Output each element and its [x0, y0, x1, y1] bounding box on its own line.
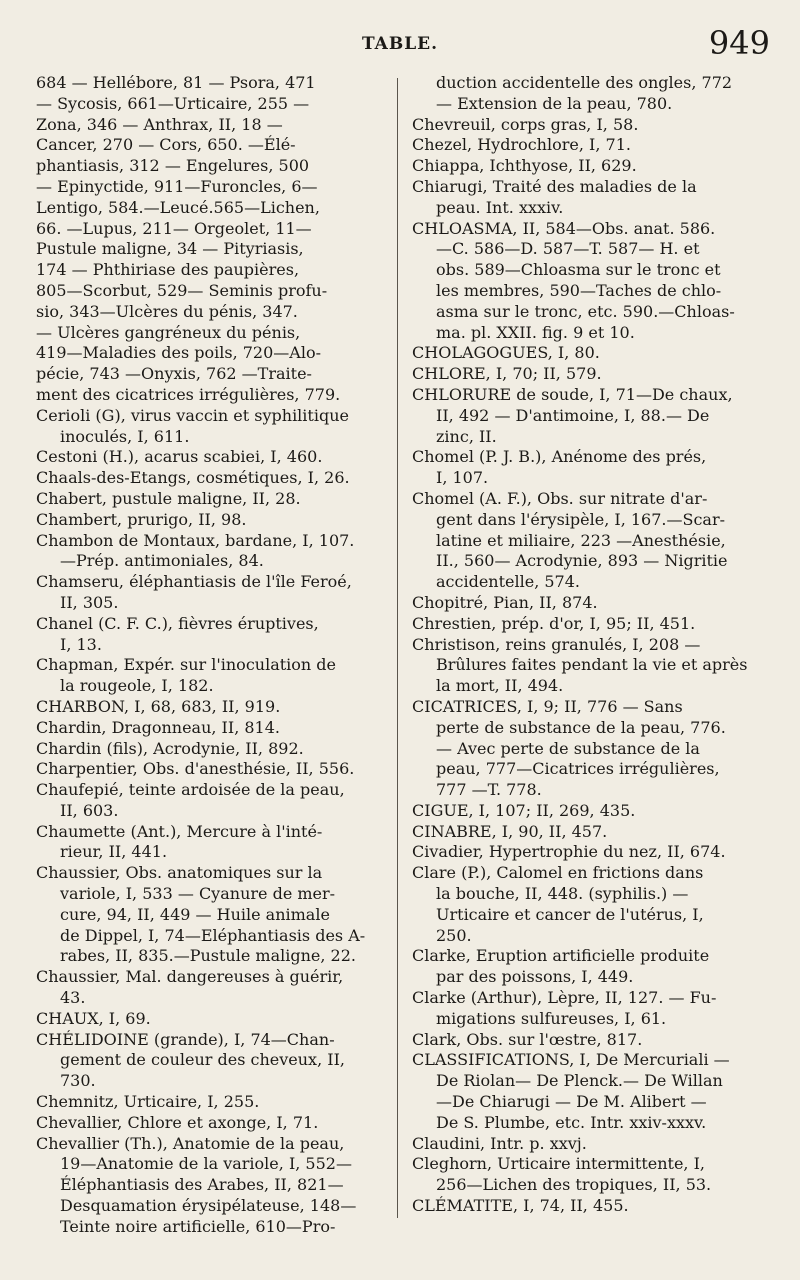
index-line: cure, 94, II, 449 — Huile animale — [60, 904, 330, 924]
index-line: — Extension de la peau, 780. — [436, 93, 673, 113]
index-line: Chaumette (Ant.), Mercure à l'inté- — [36, 821, 323, 841]
index-line: Chomel (P. J. B.), Anénome des prés, — [412, 447, 707, 467]
index-line: CHLORE, I, 70; II, 579. — [412, 364, 602, 384]
index-line: CHÉLIDOINE (grande), I, 74—Chan- — [36, 1029, 335, 1049]
index-line: Cancer, 270 — Cors, 650. —Élé- — [36, 135, 296, 155]
index-line: —C. 586—D. 587—T. 587— H. et — [436, 239, 700, 259]
index-line: Charpentier, Obs. d'anesthésie, II, 556. — [36, 759, 355, 779]
index-line: Pustule maligne, 34 — Pityriasis, — [36, 239, 304, 259]
index-line: 730. — [60, 1071, 96, 1091]
index-line: Clarke (Arthur), Lèpre, II, 127. — Fu- — [412, 988, 717, 1008]
index-line: Chanel (C. F. C.), fièvres éruptives, — [36, 613, 319, 633]
index-line: 250. — [436, 925, 472, 945]
index-line: Chardin (fils), Acrodynie, II, 892. — [36, 738, 304, 758]
index-line: De Riolan— De Plenck.— De Willan — [436, 1071, 723, 1091]
index-line: 256—Lichen des tropiques, II, 53. — [436, 1175, 712, 1195]
index-line: obs. 589—Chloasma sur le tronc et — [436, 260, 721, 280]
index-line: peau, 777—Cicatrices irrégulières, — [436, 759, 720, 779]
index-line: Cestoni (H.), acarus scabiei, I, 460. — [36, 447, 323, 467]
index-line: CIGUE, I, 107; II, 269, 435. — [412, 800, 636, 820]
index-line: Chardin, Dragonneau, II, 814. — [36, 717, 280, 737]
index-line: Cerioli (G), virus vaccin et syphilitique — [36, 405, 349, 425]
index-line: Urticaire et cancer de l'utérus, I, — [436, 904, 704, 924]
index-line: gent dans l'érysipèle, I, 167.—Scar- — [436, 509, 726, 529]
index-line: Chambert, prurigo, II, 98. — [36, 509, 247, 529]
index-line: II, 603. — [60, 800, 119, 820]
index-line: — Avec perte de substance de la — [436, 738, 700, 758]
index-line: par des poissons, I, 449. — [436, 967, 634, 987]
index-line: Chiarugi, Traité des maladies de la — [412, 176, 697, 196]
index-line: Chaufepié, teinte ardoisée de la peau, — [36, 780, 345, 800]
column-divider — [397, 78, 398, 1218]
index-line: Chabert, pustule maligne, II, 28. — [36, 488, 301, 508]
index-line: Clark, Obs. sur l'œstre, 817. — [412, 1029, 643, 1049]
page-header — [30, 22, 770, 74]
index-line: Chezel, Hydrochlore, I, 71. — [412, 135, 631, 155]
index-line: CICATRICES, I, 9; II, 776 — Sans — [412, 696, 683, 716]
index-line: rieur, II, 441. — [60, 842, 168, 862]
index-line: CHLORURE de soude, I, 71—De chaux, — [412, 384, 733, 404]
index-line: perte de substance de la peau, 776. — [436, 717, 726, 737]
index-line: Chevreuil, corps gras, I, 58. — [412, 114, 639, 134]
index-line: variole, I, 533 — Cyanure de mer- — [60, 884, 336, 904]
index-line: Brûlures faites pendant la vie et après — [436, 655, 748, 675]
index-line: sio, 343—Ulcères du pénis, 347. — [36, 301, 298, 321]
index-line: ma. pl. XXII. fig. 9 et 10. — [436, 322, 635, 342]
index-line: Desquamation érysipélateuse, 148— — [60, 1196, 357, 1216]
index-line: accidentelle, 574. — [436, 572, 580, 592]
index-line: Teinte noire artificielle, 610—Pro- — [60, 1216, 336, 1236]
index-line: Éléphantiasis des Arabes, II, 821— — [60, 1175, 344, 1195]
index-line: De S. Plumbe, etc. Intr. xxiv-xxxv. — [436, 1112, 707, 1132]
index-line: 66. —Lupus, 211— Orgeolet, 11— — [36, 218, 312, 238]
index-line: migations sulfureuses, I, 61. — [436, 1008, 667, 1028]
index-line: Chopitré, Pian, II, 874. — [412, 592, 598, 612]
index-line: CLASSIFICATIONS, I, De Mercuriali — — [412, 1050, 730, 1070]
index-line: —De Chiarugi — De M. Alibert — — [436, 1092, 707, 1112]
index-line: CHAUX, I, 69. — [36, 1008, 151, 1028]
index-line: Chomel (A. F.), Obs. sur nitrate d'ar- — [412, 488, 708, 508]
index-line: la mort, II, 494. — [436, 676, 564, 696]
index-line: CHARBON, I, 68, 683, II, 919. — [36, 696, 281, 716]
index-line: Chapman, Expér. sur l'inoculation de — [36, 655, 337, 675]
index-line: les membres, 590—Taches de chlo- — [436, 280, 722, 300]
index-line: Chamseru, éléphantiasis de l'île Feroé, — [36, 572, 352, 592]
index-line: Cleghorn, Urticaire intermittente, I, — [412, 1154, 705, 1174]
index-line: latine et miliaire, 223 —Anesthésie, — [436, 530, 726, 550]
index-line: 43. — [60, 988, 86, 1008]
index-line: Chaals-des-Etangs, cosmétiques, I, 26. — [36, 468, 350, 488]
index-line: ment des cicatrices irrégulières, 779. — [36, 384, 341, 404]
index-line: de Dippel, I, 74—Eléphantiasis des A- — [60, 925, 366, 945]
index-line: Civadier, Hypertrophie du nez, II, 674. — [412, 842, 726, 862]
index-line: pécie, 743 —Onyxis, 762 —Traite- — [36, 364, 312, 384]
index-line: Chevallier, Chlore et axonge, I, 71. — [36, 1112, 319, 1132]
index-line: Clarke, Eruption artificielle produite — [412, 946, 710, 966]
index-line: 19—Anatomie de la variole, I, 552— — [60, 1154, 352, 1174]
index-line: II, 492 — D'antimoine, I, 88.— De — [436, 405, 710, 425]
right-column — [412, 73, 772, 1217]
index-line: 777 —T. 778. — [436, 780, 542, 800]
index-line: Chrestien, prép. d'or, I, 95; II, 451. — [412, 613, 696, 633]
index-line: zinc, II. — [436, 426, 497, 446]
index-line: I, 13. — [60, 634, 102, 654]
page-number: 949 — [708, 24, 770, 62]
index-line: CLÉMATITE, I, 74, II, 455. — [412, 1196, 629, 1216]
index-line: II, 305. — [60, 592, 119, 612]
index-line: duction accidentelle des ongles, 772 — [436, 73, 733, 92]
left-column — [36, 73, 396, 1238]
index-line: inoculés, I, 611. — [60, 426, 190, 446]
index-line: la bouche, II, 448. (syphilis.) — — [436, 884, 689, 904]
index-line: 174 — Phthiriase des paupières, — [36, 260, 300, 280]
index-line: CHLOASMA, II, 584—Obs. anat. 586. — [412, 218, 716, 238]
index-line: CINABRE, I, 90, II, 457. — [412, 821, 608, 841]
index-line: — Epinyctide, 911—Furoncles, 6— — [36, 176, 318, 196]
index-line: CHOLAGOGUES, I, 80. — [412, 343, 600, 363]
index-line: 684 — Hellébore, 81 — Psora, 471 — [36, 73, 316, 92]
index-line: Zona, 346 — Anthrax, II, 18 — — [36, 114, 283, 134]
index-line: — Ulcères gangréneux du pénis, — [36, 322, 301, 342]
index-line: Clare (P.), Calomel en frictions dans — [412, 863, 704, 883]
index-line: 419—Maladies des poils, 720—Alo- — [36, 343, 321, 363]
index-line: —Prép. antimoniales, 84. — [60, 551, 264, 571]
index-line: Chaussier, Mal. dangereuses à guérir, — [36, 967, 344, 987]
index-line: Chambon de Montaux, bardane, I, 107. — [36, 530, 355, 550]
index-line: — Sycosis, 661—Urticaire, 255 — — [36, 93, 310, 113]
index-line: Chiappa, Ichthyose, II, 629. — [412, 156, 637, 176]
index-line: I, 107. — [436, 468, 489, 488]
running-title: TABLE. — [361, 34, 439, 54]
index-line: II., 560— Acrodynie, 893 — Nigritie — [436, 551, 728, 571]
index-line: Christison, reins granulés, I, 208 — — [412, 634, 701, 654]
index-line: Claudini, Intr. p. xxvj. — [412, 1133, 587, 1153]
index-line: gement de couleur des cheveux, II, — [60, 1050, 345, 1070]
index-line: peau. Int. xxxiv. — [436, 197, 564, 217]
index-line: Lentigo, 584.—Leucé.565—Lichen, — [36, 197, 320, 217]
index-line: phantiasis, 312 — Engelures, 500 — [36, 156, 310, 176]
index-line: Chemnitz, Urticaire, I, 255. — [36, 1092, 260, 1112]
index-line: 805—Scorbut, 529— Seminis profu- — [36, 280, 328, 300]
index-line: Chaussier, Obs. anatomiques sur la — [36, 863, 323, 883]
index-line: Chevallier (Th.), Anatomie de la peau, — [36, 1133, 345, 1153]
index-line: la rougeole, I, 182. — [60, 676, 214, 696]
index-line: rabes, II, 835.—Pustule maligne, 22. — [60, 946, 356, 966]
index-line: asma sur le tronc, etc. 590.—Chloas- — [436, 301, 735, 321]
